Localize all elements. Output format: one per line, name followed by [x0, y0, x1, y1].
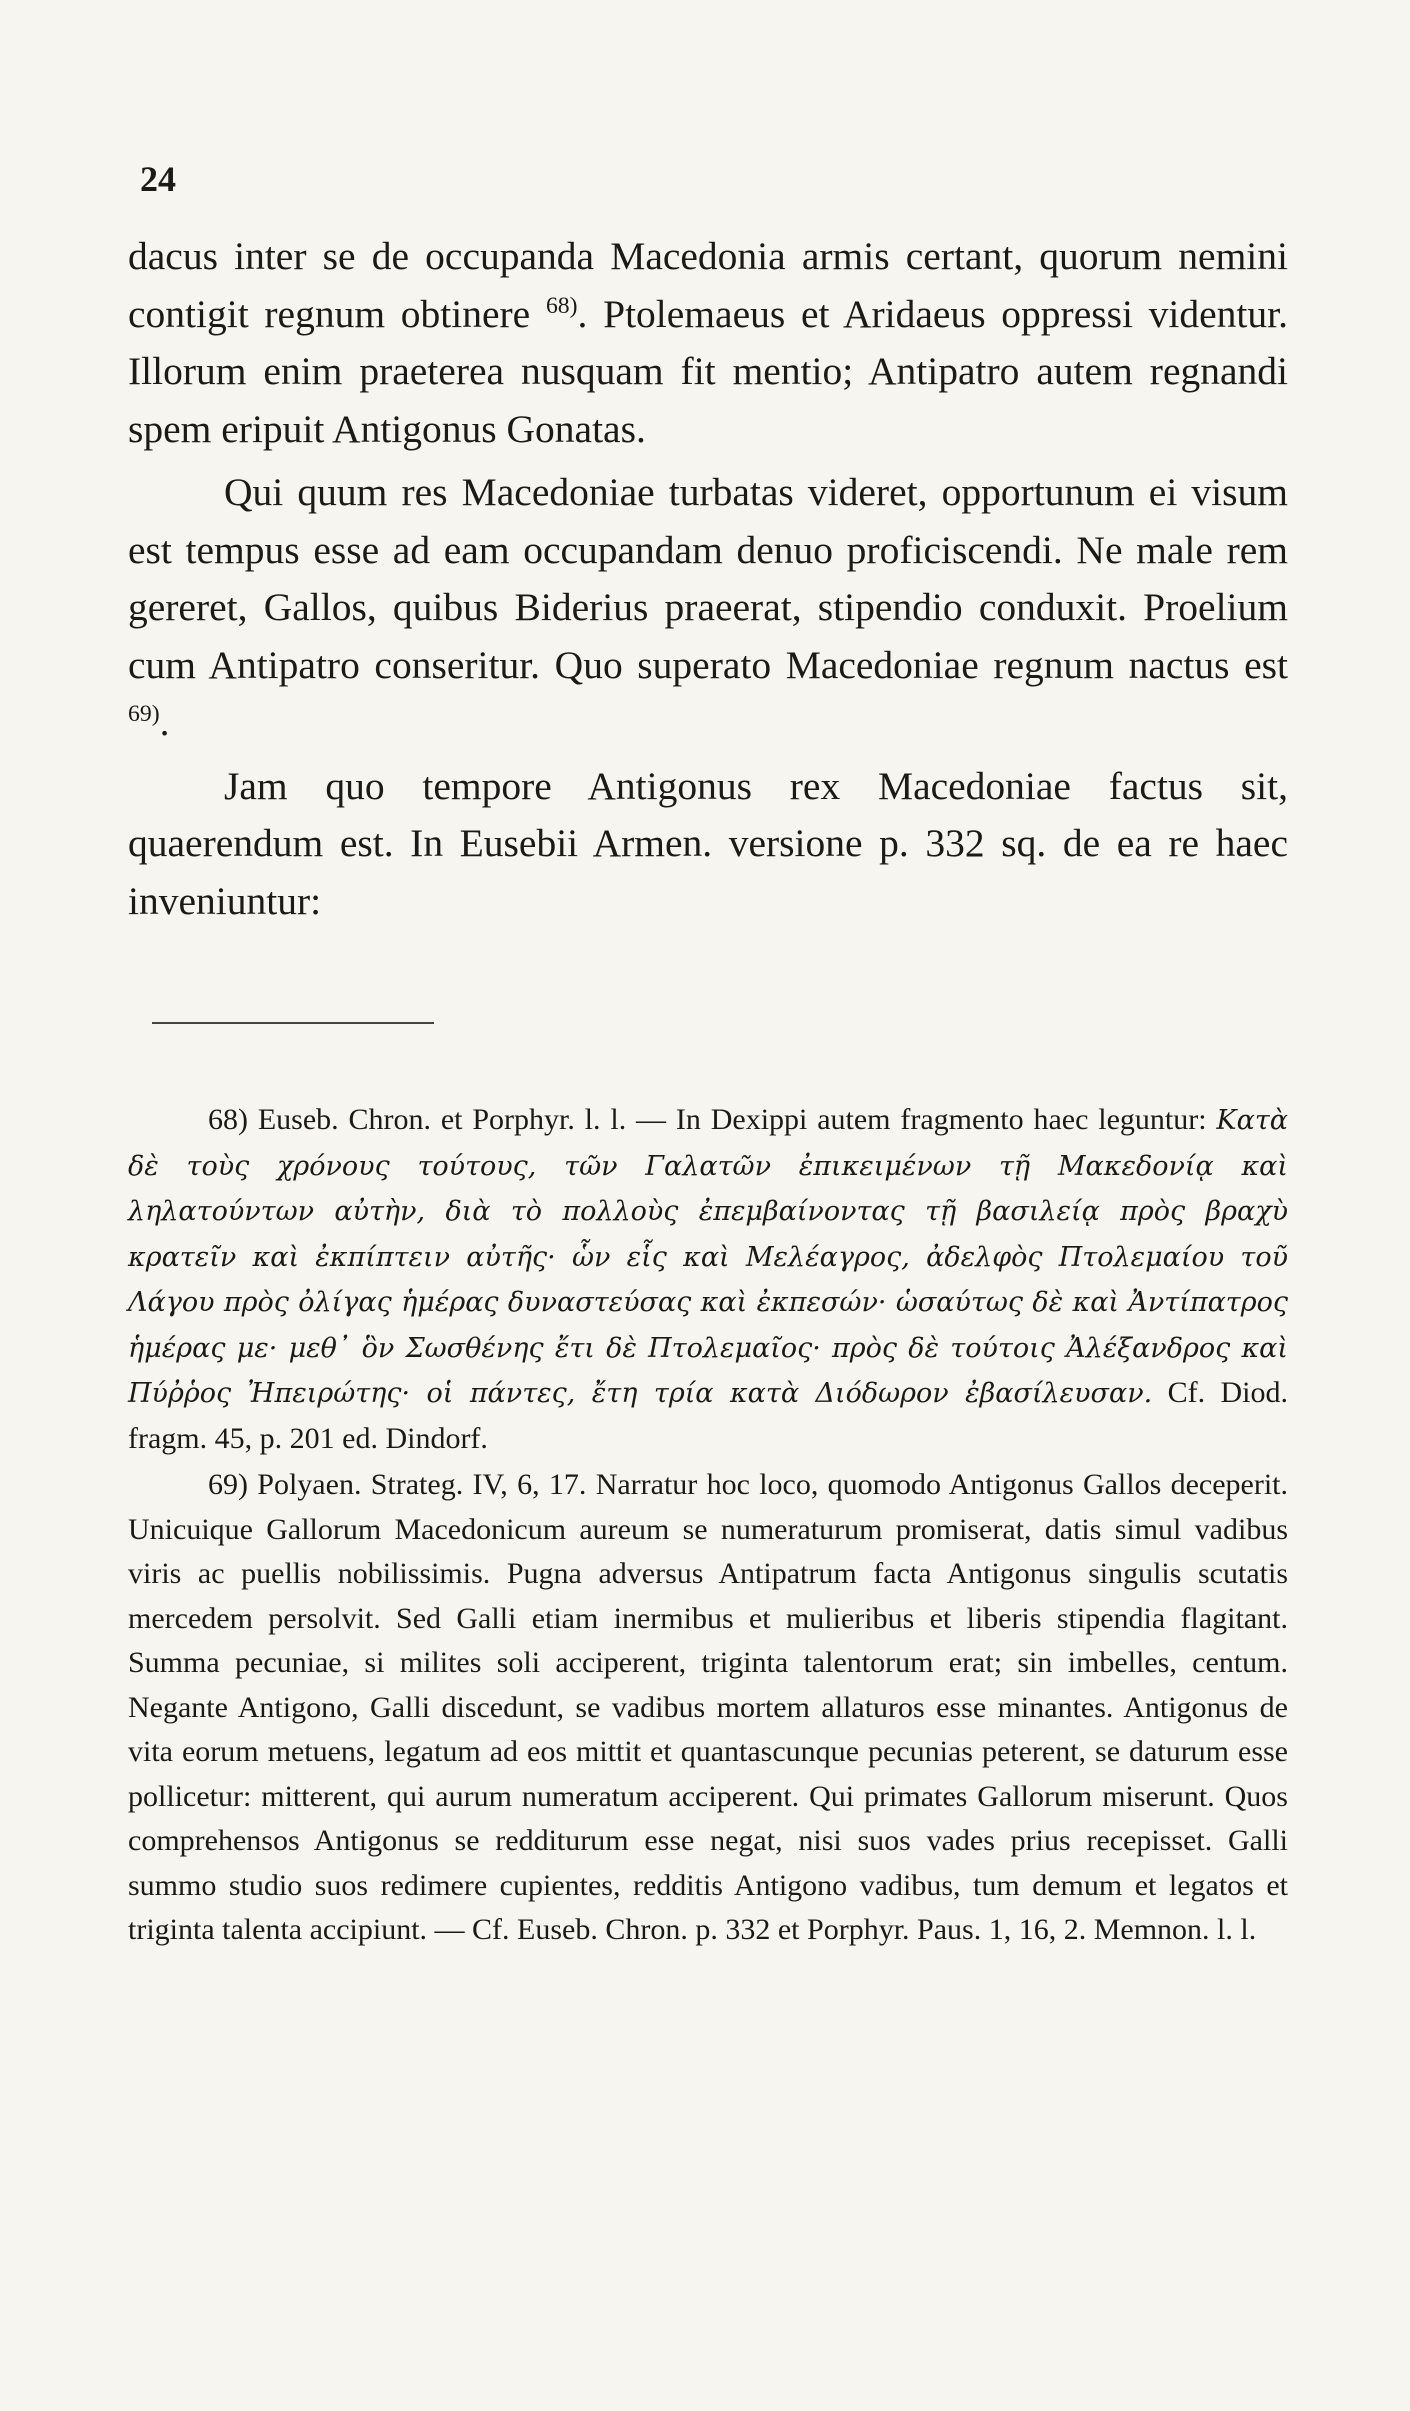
footnote-68-greek-quote: Κατὰ δὲ τοὺς χρόνους τούτους, τῶν Γαλατῶν ἐπικειμένων τῇ Μακεδονίᾳ καὶ ληλατούντων αὐτὴν, διὰ τὸ πολλοὺς ἐπεμβαίνοντας τῇ βασιλείᾳ πρὸς βραχὺ κρατεῖν καὶ ἐκπίπτειν αὐτῆς· ὧν εἷς καὶ Μελέαγρος, ἀδελφὸς Πτολεμαίου τοῦ Λάγου πρὸς ὀλίγας ἡμέρας δυναστεύσας καὶ ἐκπεσών· ὡσαύτως δὲ καὶ Ἀντίπατρος ἡμέρας με· μεθ᾽ ὃν Σωσθένης ἔτι δὲ Πτολεμαῖος· πρὸς δὲ τούτοις Ἀλέξανδρος καὶ Πύῤῥος Ἠπειρώτης· οἱ πάντες, ἔτη τρία κατὰ Διόδωρον ἐβασίλευσαν.	[128, 1105, 1288, 1409]
paragraph-3-text: Jam quo tempore Antigonus rex Macedoniae factus sit, quaerendum est. In Eusebii Armen. versione p. 332 sq. de ea re haec inveniuntur:	[128, 763, 1288, 923]
footnote-68-intro: 68) Euseb. Chron. et Porphyr. l. l. — In Dexippi autem fragmento haec leguntur:	[208, 1103, 1207, 1136]
footnote-divider	[152, 1022, 434, 1024]
paragraph-2-continuation: .	[159, 700, 170, 744]
paragraph-1-text: dacus inter se de occupanda Macedonia armis certant, quorum nemini contigit regnum obtinere	[128, 234, 1288, 336]
footnote-69: 69) Polyaen. Strateg. IV, 6, 17. Narratur hoc loco, quomodo Antigonus Gallos deceperit. Unicuique Gallorum Macedonicum aureum se numeraturum promiserat, datis simul vadibus viris ac puellis nobilissimis. Pugna adversus Antipatrum facta Antigonus singulis scutatis mercedem persolvit. Sed Galli etiam inermibus et mulieribus et liberis stipendia flagitant. Summa pecuniae, si milites soli acciperent, triginta talentorum erat; sin imbelles, centum. Negante Antigono, Galli discedunt, se vadibus mortem allaturos esse minantes. Antigonus de vita eorum metuens, legatum ad eos mittit et quantascunque pecunias peterent, se daturum esse pollicetur: mitterent, qui aurum numeratum acciperent. Qui primates Gallorum miserunt. Quos comprehensos Antigonus se redditurum esse negat, nisi suos vades prius recepisset. Galli summo studio suos redimere cupientes, redditis Antigono vadibus, tum demum et legatos et triginta talenta accipiunt. — Cf. Euseb. Chron. p. 332 et Porphyr. Paus. 1, 16, 2. Memnon. l. l.	[128, 1468, 1288, 1946]
footnotes	[128, 1098, 1288, 1953]
paragraph-1-continuation: . Ptolemaeus et Aridaeus oppressi videntur. Illorum enim praeterea nusquam fit mentio; Antipatro autem regnandi spem eripuit Antigonus Gonatas.	[128, 291, 1289, 451]
main-text	[128, 228, 1288, 930]
footnote-ref-69: 69)	[128, 700, 160, 727]
footnote-68-reference: Cf. Diod. fragm. 45, p. 201 ed. Dindorf.	[128, 1376, 1288, 1455]
page-number: 24	[140, 159, 176, 199]
paragraph-1	[128, 228, 1288, 458]
paragraph-3	[128, 758, 1288, 931]
paragraph-2	[128, 464, 1288, 752]
footnote-ref-68: 68)	[545, 292, 578, 319]
footnote-68	[128, 1098, 1288, 1461]
paragraph-2-text: Qui quum res Macedoniae turbatas videret, opportunum ei visum est tempus esse ad eam occupandam denuo proficiscendi. Ne male rem gereret, Gallos, quibus Biderius praeerat, stipendio conduxit. Proelium cum Antipatro conseritur. Quo superato Macedoniae regnum nactus est	[128, 470, 1288, 687]
